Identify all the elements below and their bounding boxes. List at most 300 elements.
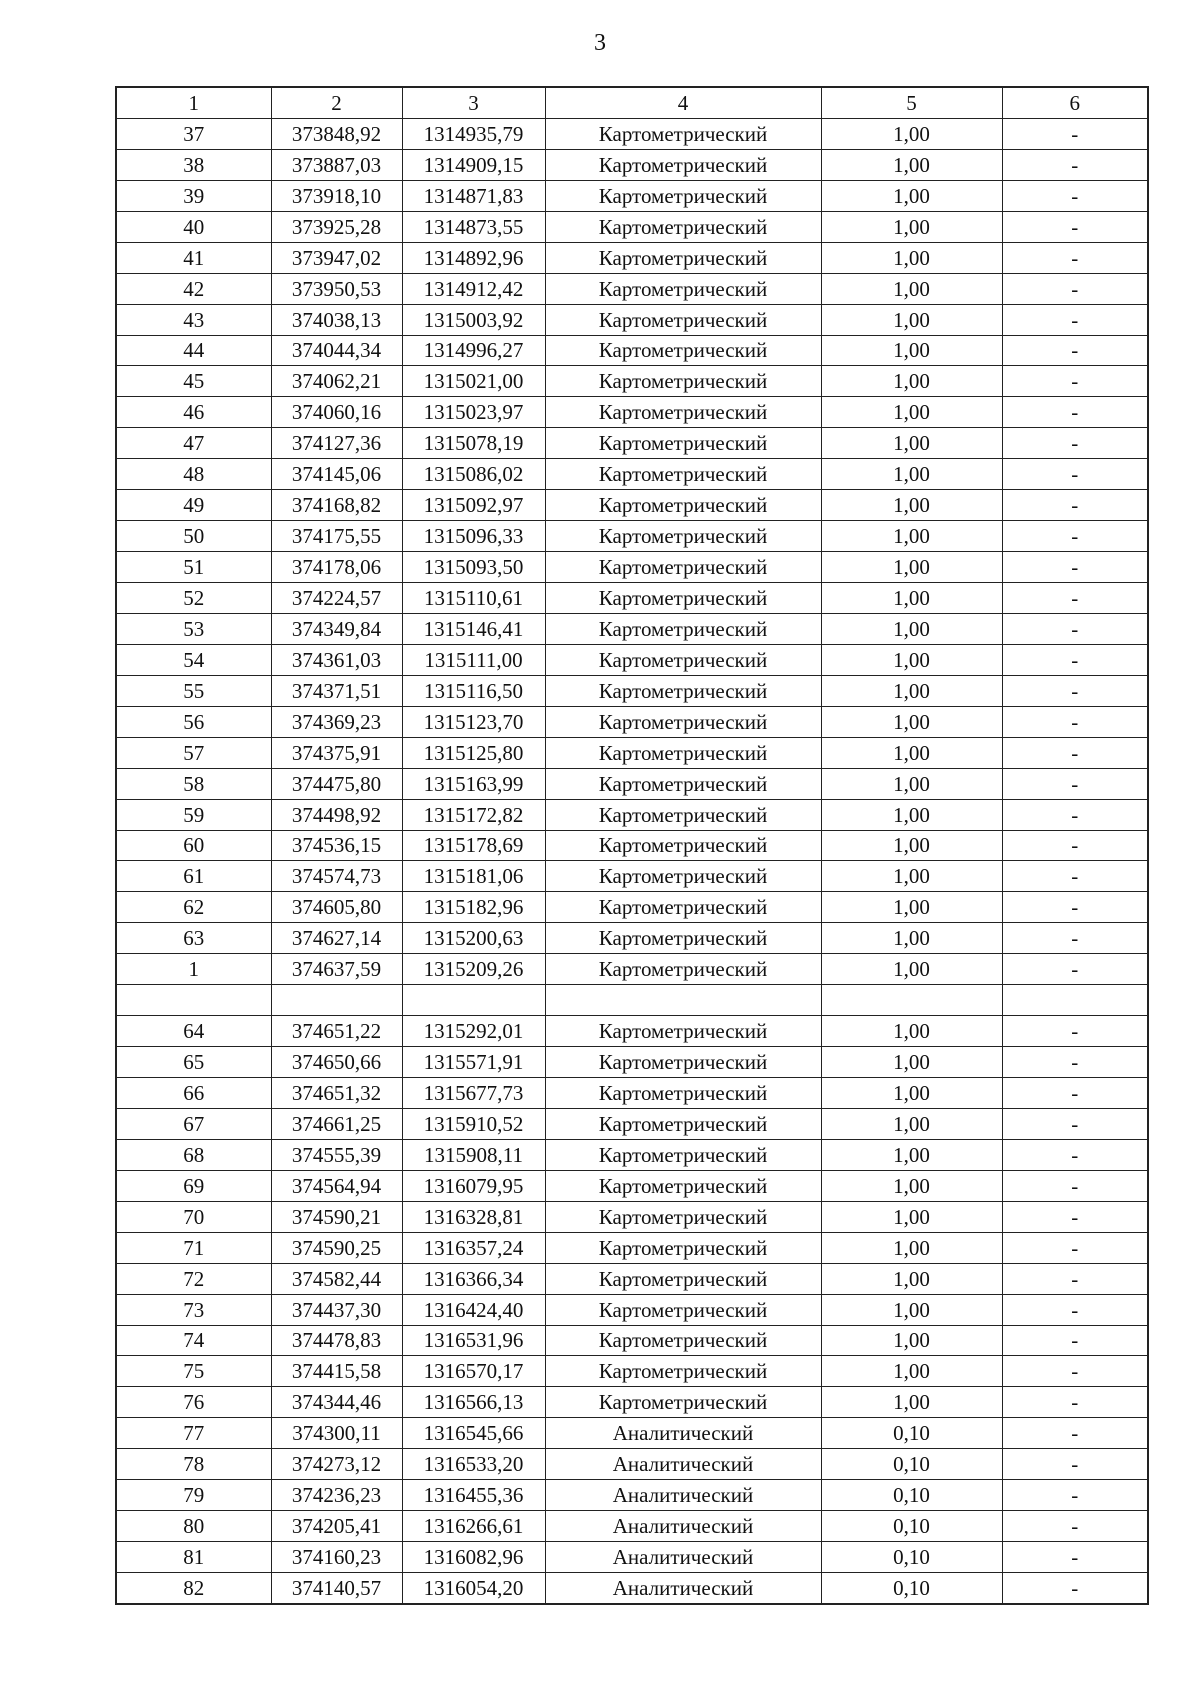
- cell-point-number: 67: [116, 1108, 271, 1139]
- cell-coord-x: 374044,34: [271, 335, 402, 366]
- cell-note: -: [1002, 1170, 1148, 1201]
- cell-note: -: [1002, 1542, 1148, 1573]
- cell-coord-y: 1316455,36: [402, 1480, 545, 1511]
- table-row: [116, 737, 1148, 768]
- table-row: [116, 1573, 1148, 1604]
- cell-note: -: [1002, 1139, 1148, 1170]
- cell-point-number: 63: [116, 923, 271, 954]
- cell-accuracy: 1,00: [821, 118, 1002, 149]
- table-row: [116, 1047, 1148, 1078]
- cell-coord-y: 1315163,99: [402, 768, 545, 799]
- cell-method: Картометрический: [545, 675, 821, 706]
- cell-method: Картометрический: [545, 1294, 821, 1325]
- cell-accuracy: 1,00: [821, 1078, 1002, 1109]
- cell-coord-y: 1316531,96: [402, 1325, 545, 1356]
- cell-coord-x: 374650,66: [271, 1047, 402, 1078]
- cell-point-number: 64: [116, 1016, 271, 1047]
- cell-point-number: 72: [116, 1263, 271, 1294]
- cell-coord-x: 374168,82: [271, 490, 402, 521]
- cell-note: -: [1002, 1356, 1148, 1387]
- cell-note: -: [1002, 923, 1148, 954]
- cell-point-number: 38: [116, 149, 271, 180]
- cell-method: Картометрический: [545, 706, 821, 737]
- cell-method: Картометрический: [545, 954, 821, 985]
- cell-coord-x: 374590,25: [271, 1232, 402, 1263]
- cell-accuracy: 1,00: [821, 366, 1002, 397]
- cell-coord-x: 373947,02: [271, 242, 402, 273]
- table-row: [116, 1108, 1148, 1139]
- cell-coord-y: 1316570,17: [402, 1356, 545, 1387]
- cell-note: -: [1002, 706, 1148, 737]
- cell-method: Аналитический: [545, 1511, 821, 1542]
- coordinates-table: [115, 86, 1149, 1605]
- cell-point-number: 44: [116, 335, 271, 366]
- cell-method: Картометрический: [545, 923, 821, 954]
- table-row: [116, 552, 1148, 583]
- cell-coord-y: 1315093,50: [402, 552, 545, 583]
- header-cell-3: 3: [402, 87, 545, 118]
- cell-coord-y: 1315571,91: [402, 1047, 545, 1078]
- cell-point-number: 45: [116, 366, 271, 397]
- cell-note: -: [1002, 1078, 1148, 1109]
- cell-accuracy: 1,00: [821, 1170, 1002, 1201]
- cell-accuracy: 1,00: [821, 830, 1002, 861]
- cell-accuracy: 0,10: [821, 1511, 1002, 1542]
- cell-accuracy: 1,00: [821, 1356, 1002, 1387]
- cell-point-number: 55: [116, 675, 271, 706]
- cell-coord-y: 1315096,33: [402, 521, 545, 552]
- cell-note: -: [1002, 1573, 1148, 1604]
- cell-note: -: [1002, 1016, 1148, 1047]
- cell-method: Картометрический: [545, 459, 821, 490]
- cell-coord-x: 374415,58: [271, 1356, 402, 1387]
- cell-method: Картометрический: [545, 1356, 821, 1387]
- table-header: [116, 87, 1148, 118]
- cell-accuracy: 1,00: [821, 1047, 1002, 1078]
- cell-method: Картометрический: [545, 397, 821, 428]
- cell-coord-y: 1315209,26: [402, 954, 545, 985]
- cell-coord-y: 1314909,15: [402, 149, 545, 180]
- table-row: [116, 861, 1148, 892]
- table-row: [116, 211, 1148, 242]
- cell-method: Картометрический: [545, 644, 821, 675]
- cell-coord-y: 1316079,95: [402, 1170, 545, 1201]
- cell-coord-x: 373887,03: [271, 149, 402, 180]
- cell-coord-x: 374590,21: [271, 1201, 402, 1232]
- cell-point-number: 62: [116, 892, 271, 923]
- cell-note: -: [1002, 1480, 1148, 1511]
- cell-coord-y: 1315182,96: [402, 892, 545, 923]
- cell-coord-y: 1314892,96: [402, 242, 545, 273]
- cell-method: Картометрический: [545, 428, 821, 459]
- cell-coord-x: 374371,51: [271, 675, 402, 706]
- cell-coord-y: 1315908,11: [402, 1139, 545, 1170]
- cell-note: -: [1002, 1232, 1148, 1263]
- cell-coord-x: 374140,57: [271, 1573, 402, 1604]
- cell-note: -: [1002, 892, 1148, 923]
- table-row: [116, 613, 1148, 644]
- table-row: [116, 644, 1148, 675]
- cell-note: -: [1002, 459, 1148, 490]
- cell-accuracy: 1,00: [821, 1263, 1002, 1294]
- table-row: [116, 583, 1148, 614]
- cell-point-number: 70: [116, 1201, 271, 1232]
- cell-coord-y: 1315125,80: [402, 737, 545, 768]
- cell-method: Аналитический: [545, 1449, 821, 1480]
- table-row: [116, 1232, 1148, 1263]
- cell-accuracy: 1,00: [821, 892, 1002, 923]
- cell-coord-x: 374605,80: [271, 892, 402, 923]
- cell-accuracy: 1,00: [821, 675, 1002, 706]
- cell-coord-x: 373848,92: [271, 118, 402, 149]
- cell-coord-x: 374651,32: [271, 1078, 402, 1109]
- cell-coord-y: [402, 985, 545, 1016]
- cell-coord-x: 374475,80: [271, 768, 402, 799]
- cell-point-number: 73: [116, 1294, 271, 1325]
- cell-point-number: 75: [116, 1356, 271, 1387]
- table-row: [116, 304, 1148, 335]
- cell-accuracy: 1,00: [821, 861, 1002, 892]
- cell-point-number: 69: [116, 1170, 271, 1201]
- table-row: [116, 1294, 1148, 1325]
- cell-coord-y: 1316082,96: [402, 1542, 545, 1573]
- cell-method: Картометрический: [545, 1387, 821, 1418]
- table-row: [116, 1418, 1148, 1449]
- cell-accuracy: [821, 985, 1002, 1016]
- cell-coord-x: 373925,28: [271, 211, 402, 242]
- cell-accuracy: 1,00: [821, 644, 1002, 675]
- cell-point-number: 47: [116, 428, 271, 459]
- table-row: [116, 892, 1148, 923]
- table-row: [116, 799, 1148, 830]
- cell-coord-y: 1314912,42: [402, 273, 545, 304]
- cell-coord-x: 374205,41: [271, 1511, 402, 1542]
- cell-coord-x: 373950,53: [271, 273, 402, 304]
- cell-accuracy: 1,00: [821, 1108, 1002, 1139]
- cell-accuracy: 1,00: [821, 706, 1002, 737]
- cell-note: -: [1002, 954, 1148, 985]
- cell-point-number: 52: [116, 583, 271, 614]
- table-row: [116, 1387, 1148, 1418]
- cell-point-number: 51: [116, 552, 271, 583]
- table-row: [116, 149, 1148, 180]
- cell-method: Картометрический: [545, 180, 821, 211]
- cell-note: [1002, 985, 1148, 1016]
- cell-note: -: [1002, 1511, 1148, 1542]
- cell-coord-x: 374344,46: [271, 1387, 402, 1418]
- cell-method: Картометрический: [545, 613, 821, 644]
- cell-method: Картометрический: [545, 1232, 821, 1263]
- cell-coord-y: 1315023,97: [402, 397, 545, 428]
- table-row: [116, 706, 1148, 737]
- cell-accuracy: 1,00: [821, 1201, 1002, 1232]
- cell-point-number: 71: [116, 1232, 271, 1263]
- cell-coord-x: 374127,36: [271, 428, 402, 459]
- table-row: [116, 1201, 1148, 1232]
- cell-note: -: [1002, 521, 1148, 552]
- cell-note: -: [1002, 273, 1148, 304]
- table-body: [116, 118, 1148, 1604]
- cell-coord-x: 374637,59: [271, 954, 402, 985]
- cell-method: Картометрический: [545, 1078, 821, 1109]
- cell-accuracy: 1,00: [821, 1294, 1002, 1325]
- cell-coord-y: 1315111,00: [402, 644, 545, 675]
- header-cell-4: 4: [545, 87, 821, 118]
- cell-accuracy: 1,00: [821, 304, 1002, 335]
- cell-point-number: 79: [116, 1480, 271, 1511]
- cell-accuracy: 1,00: [821, 1016, 1002, 1047]
- cell-accuracy: 1,00: [821, 242, 1002, 273]
- cell-point-number: 65: [116, 1047, 271, 1078]
- cell-note: -: [1002, 428, 1148, 459]
- cell-coord-y: 1315178,69: [402, 830, 545, 861]
- table-row: [116, 428, 1148, 459]
- cell-coord-x: 374038,13: [271, 304, 402, 335]
- cell-method: Картометрический: [545, 737, 821, 768]
- cell-method: Картометрический: [545, 273, 821, 304]
- cell-point-number: 59: [116, 799, 271, 830]
- cell-note: -: [1002, 799, 1148, 830]
- cell-coord-y: 1315200,63: [402, 923, 545, 954]
- cell-coord-x: [271, 985, 402, 1016]
- table-row: [116, 180, 1148, 211]
- cell-accuracy: 1,00: [821, 583, 1002, 614]
- table-row: [116, 1170, 1148, 1201]
- cell-accuracy: 1,00: [821, 923, 1002, 954]
- cell-method: Картометрический: [545, 552, 821, 583]
- cell-coord-x: 374369,23: [271, 706, 402, 737]
- cell-method: Картометрический: [545, 1108, 821, 1139]
- header-cell-5: 5: [821, 87, 1002, 118]
- cell-method: Аналитический: [545, 1480, 821, 1511]
- cell-point-number: 58: [116, 768, 271, 799]
- cell-coord-y: 1316366,34: [402, 1263, 545, 1294]
- cell-coord-y: 1315078,19: [402, 428, 545, 459]
- cell-method: Картометрический: [545, 149, 821, 180]
- cell-point-number: 76: [116, 1387, 271, 1418]
- cell-note: -: [1002, 335, 1148, 366]
- cell-point-number: 56: [116, 706, 271, 737]
- cell-accuracy: 0,10: [821, 1542, 1002, 1573]
- cell-coord-x: 374060,16: [271, 397, 402, 428]
- cell-point-number: 66: [116, 1078, 271, 1109]
- cell-coord-y: 1316424,40: [402, 1294, 545, 1325]
- cell-coord-y: 1315292,01: [402, 1016, 545, 1047]
- cell-coord-y: 1315146,41: [402, 613, 545, 644]
- cell-accuracy: 1,00: [821, 459, 1002, 490]
- table-row: [116, 923, 1148, 954]
- cell-method: Картометрический: [545, 799, 821, 830]
- cell-coord-x: 374160,23: [271, 1542, 402, 1573]
- cell-coord-y: 1314871,83: [402, 180, 545, 211]
- cell-point-number: 46: [116, 397, 271, 428]
- cell-coord-x: 374582,44: [271, 1263, 402, 1294]
- cell-point-number: 39: [116, 180, 271, 211]
- cell-coord-y: 1315181,06: [402, 861, 545, 892]
- cell-note: -: [1002, 180, 1148, 211]
- cell-accuracy: 0,10: [821, 1573, 1002, 1604]
- cell-point-number: 37: [116, 118, 271, 149]
- table-row: [116, 954, 1148, 985]
- cell-accuracy: 1,00: [821, 397, 1002, 428]
- cell-note: -: [1002, 1294, 1148, 1325]
- cell-method: Картометрический: [545, 892, 821, 923]
- table-row: [116, 397, 1148, 428]
- cell-accuracy: 1,00: [821, 737, 1002, 768]
- cell-accuracy: 1,00: [821, 490, 1002, 521]
- cell-method: [545, 985, 821, 1016]
- cell-note: -: [1002, 304, 1148, 335]
- cell-point-number: 68: [116, 1139, 271, 1170]
- cell-point-number: 80: [116, 1511, 271, 1542]
- cell-coord-y: 1316357,24: [402, 1232, 545, 1263]
- cell-method: Картометрический: [545, 1263, 821, 1294]
- cell-accuracy: 1,00: [821, 149, 1002, 180]
- cell-accuracy: 1,00: [821, 521, 1002, 552]
- cell-coord-x: 374661,25: [271, 1108, 402, 1139]
- cell-method: Картометрический: [545, 583, 821, 614]
- table-row: [116, 118, 1148, 149]
- cell-method: Картометрический: [545, 521, 821, 552]
- header-cell-2: 2: [271, 87, 402, 118]
- cell-note: -: [1002, 242, 1148, 273]
- table-row: [116, 490, 1148, 521]
- cell-coord-y: 1316533,20: [402, 1449, 545, 1480]
- cell-note: -: [1002, 1263, 1148, 1294]
- cell-note: -: [1002, 737, 1148, 768]
- table-row: [116, 1480, 1148, 1511]
- cell-accuracy: 0,10: [821, 1480, 1002, 1511]
- table-row: [116, 1016, 1148, 1047]
- cell-point-number: 77: [116, 1418, 271, 1449]
- cell-coord-y: 1316266,61: [402, 1511, 545, 1542]
- cell-coord-x: 374349,84: [271, 613, 402, 644]
- cell-point-number: 49: [116, 490, 271, 521]
- cell-point-number: 78: [116, 1449, 271, 1480]
- cell-note: -: [1002, 583, 1148, 614]
- cell-note: -: [1002, 830, 1148, 861]
- cell-coord-y: 1315116,50: [402, 675, 545, 706]
- cell-coord-y: 1315021,00: [402, 366, 545, 397]
- cell-accuracy: 1,00: [821, 335, 1002, 366]
- cell-accuracy: 1,00: [821, 613, 1002, 644]
- table-row: [116, 1511, 1148, 1542]
- cell-method: Картометрический: [545, 490, 821, 521]
- table-row: [116, 1263, 1148, 1294]
- cell-method: Картометрический: [545, 1325, 821, 1356]
- cell-point-number: 50: [116, 521, 271, 552]
- cell-accuracy: 1,00: [821, 1325, 1002, 1356]
- cell-coord-x: 374224,57: [271, 583, 402, 614]
- cell-accuracy: 1,00: [821, 273, 1002, 304]
- cell-note: -: [1002, 768, 1148, 799]
- table-row: [116, 521, 1148, 552]
- table-row: [116, 1139, 1148, 1170]
- cell-coord-x: 374564,94: [271, 1170, 402, 1201]
- cell-note: -: [1002, 1418, 1148, 1449]
- cell-point-number: 57: [116, 737, 271, 768]
- cell-note: -: [1002, 861, 1148, 892]
- cell-coord-x: 374574,73: [271, 861, 402, 892]
- cell-coord-x: 374178,06: [271, 552, 402, 583]
- cell-note: -: [1002, 1387, 1148, 1418]
- cell-coord-x: 374375,91: [271, 737, 402, 768]
- cell-method: Картометрический: [545, 118, 821, 149]
- cell-method: Картометрический: [545, 242, 821, 273]
- cell-method: Картометрический: [545, 861, 821, 892]
- cell-coord-y: 1315092,97: [402, 490, 545, 521]
- cell-method: Аналитический: [545, 1418, 821, 1449]
- cell-note: -: [1002, 366, 1148, 397]
- table-row: [116, 1356, 1148, 1387]
- cell-note: -: [1002, 149, 1148, 180]
- cell-note: -: [1002, 613, 1148, 644]
- cell-method: Картометрический: [545, 1139, 821, 1170]
- cell-coord-y: 1316566,13: [402, 1387, 545, 1418]
- cell-point-number: [116, 985, 271, 1016]
- cell-note: -: [1002, 397, 1148, 428]
- cell-coord-x: 374437,30: [271, 1294, 402, 1325]
- cell-coord-x: 374145,06: [271, 459, 402, 490]
- cell-method: Картометрический: [545, 335, 821, 366]
- cell-accuracy: 1,00: [821, 768, 1002, 799]
- cell-method: Аналитический: [545, 1542, 821, 1573]
- cell-coord-y: 1316328,81: [402, 1201, 545, 1232]
- table-row: [116, 1325, 1148, 1356]
- cell-accuracy: 1,00: [821, 211, 1002, 242]
- table-row: [116, 1449, 1148, 1480]
- cell-method: Аналитический: [545, 1573, 821, 1604]
- cell-accuracy: 1,00: [821, 1139, 1002, 1170]
- table-row: [116, 768, 1148, 799]
- cell-accuracy: 0,10: [821, 1418, 1002, 1449]
- cell-point-number: 81: [116, 1542, 271, 1573]
- cell-accuracy: 1,00: [821, 552, 1002, 583]
- cell-accuracy: 1,00: [821, 1232, 1002, 1263]
- table-row: [116, 1542, 1148, 1573]
- cell-point-number: 48: [116, 459, 271, 490]
- cell-accuracy: 1,00: [821, 428, 1002, 459]
- cell-coord-y: 1316054,20: [402, 1573, 545, 1604]
- cell-coord-x: 374273,12: [271, 1449, 402, 1480]
- cell-coord-x: 374627,14: [271, 923, 402, 954]
- cell-coord-x: 374498,92: [271, 799, 402, 830]
- cell-coord-y: 1315110,61: [402, 583, 545, 614]
- cell-method: Картометрический: [545, 1201, 821, 1232]
- cell-coord-y: 1314873,55: [402, 211, 545, 242]
- cell-note: -: [1002, 118, 1148, 149]
- cell-accuracy: 1,00: [821, 799, 1002, 830]
- cell-point-number: 43: [116, 304, 271, 335]
- cell-coord-x: 374175,55: [271, 521, 402, 552]
- header-row: [116, 87, 1148, 118]
- cell-note: -: [1002, 1449, 1148, 1480]
- table-row: [116, 1078, 1148, 1109]
- page-number: 3: [594, 30, 606, 56]
- cell-note: -: [1002, 1047, 1148, 1078]
- cell-point-number: 53: [116, 613, 271, 644]
- cell-note: -: [1002, 490, 1148, 521]
- cell-coord-x: 374236,23: [271, 1480, 402, 1511]
- cell-method: Картометрический: [545, 768, 821, 799]
- table-row: [116, 830, 1148, 861]
- cell-coord-y: 1315677,73: [402, 1078, 545, 1109]
- cell-note: -: [1002, 552, 1148, 583]
- cell-point-number: 41: [116, 242, 271, 273]
- cell-coord-y: 1314996,27: [402, 335, 545, 366]
- cell-coord-y: 1315910,52: [402, 1108, 545, 1139]
- cell-coord-x: 374361,03: [271, 644, 402, 675]
